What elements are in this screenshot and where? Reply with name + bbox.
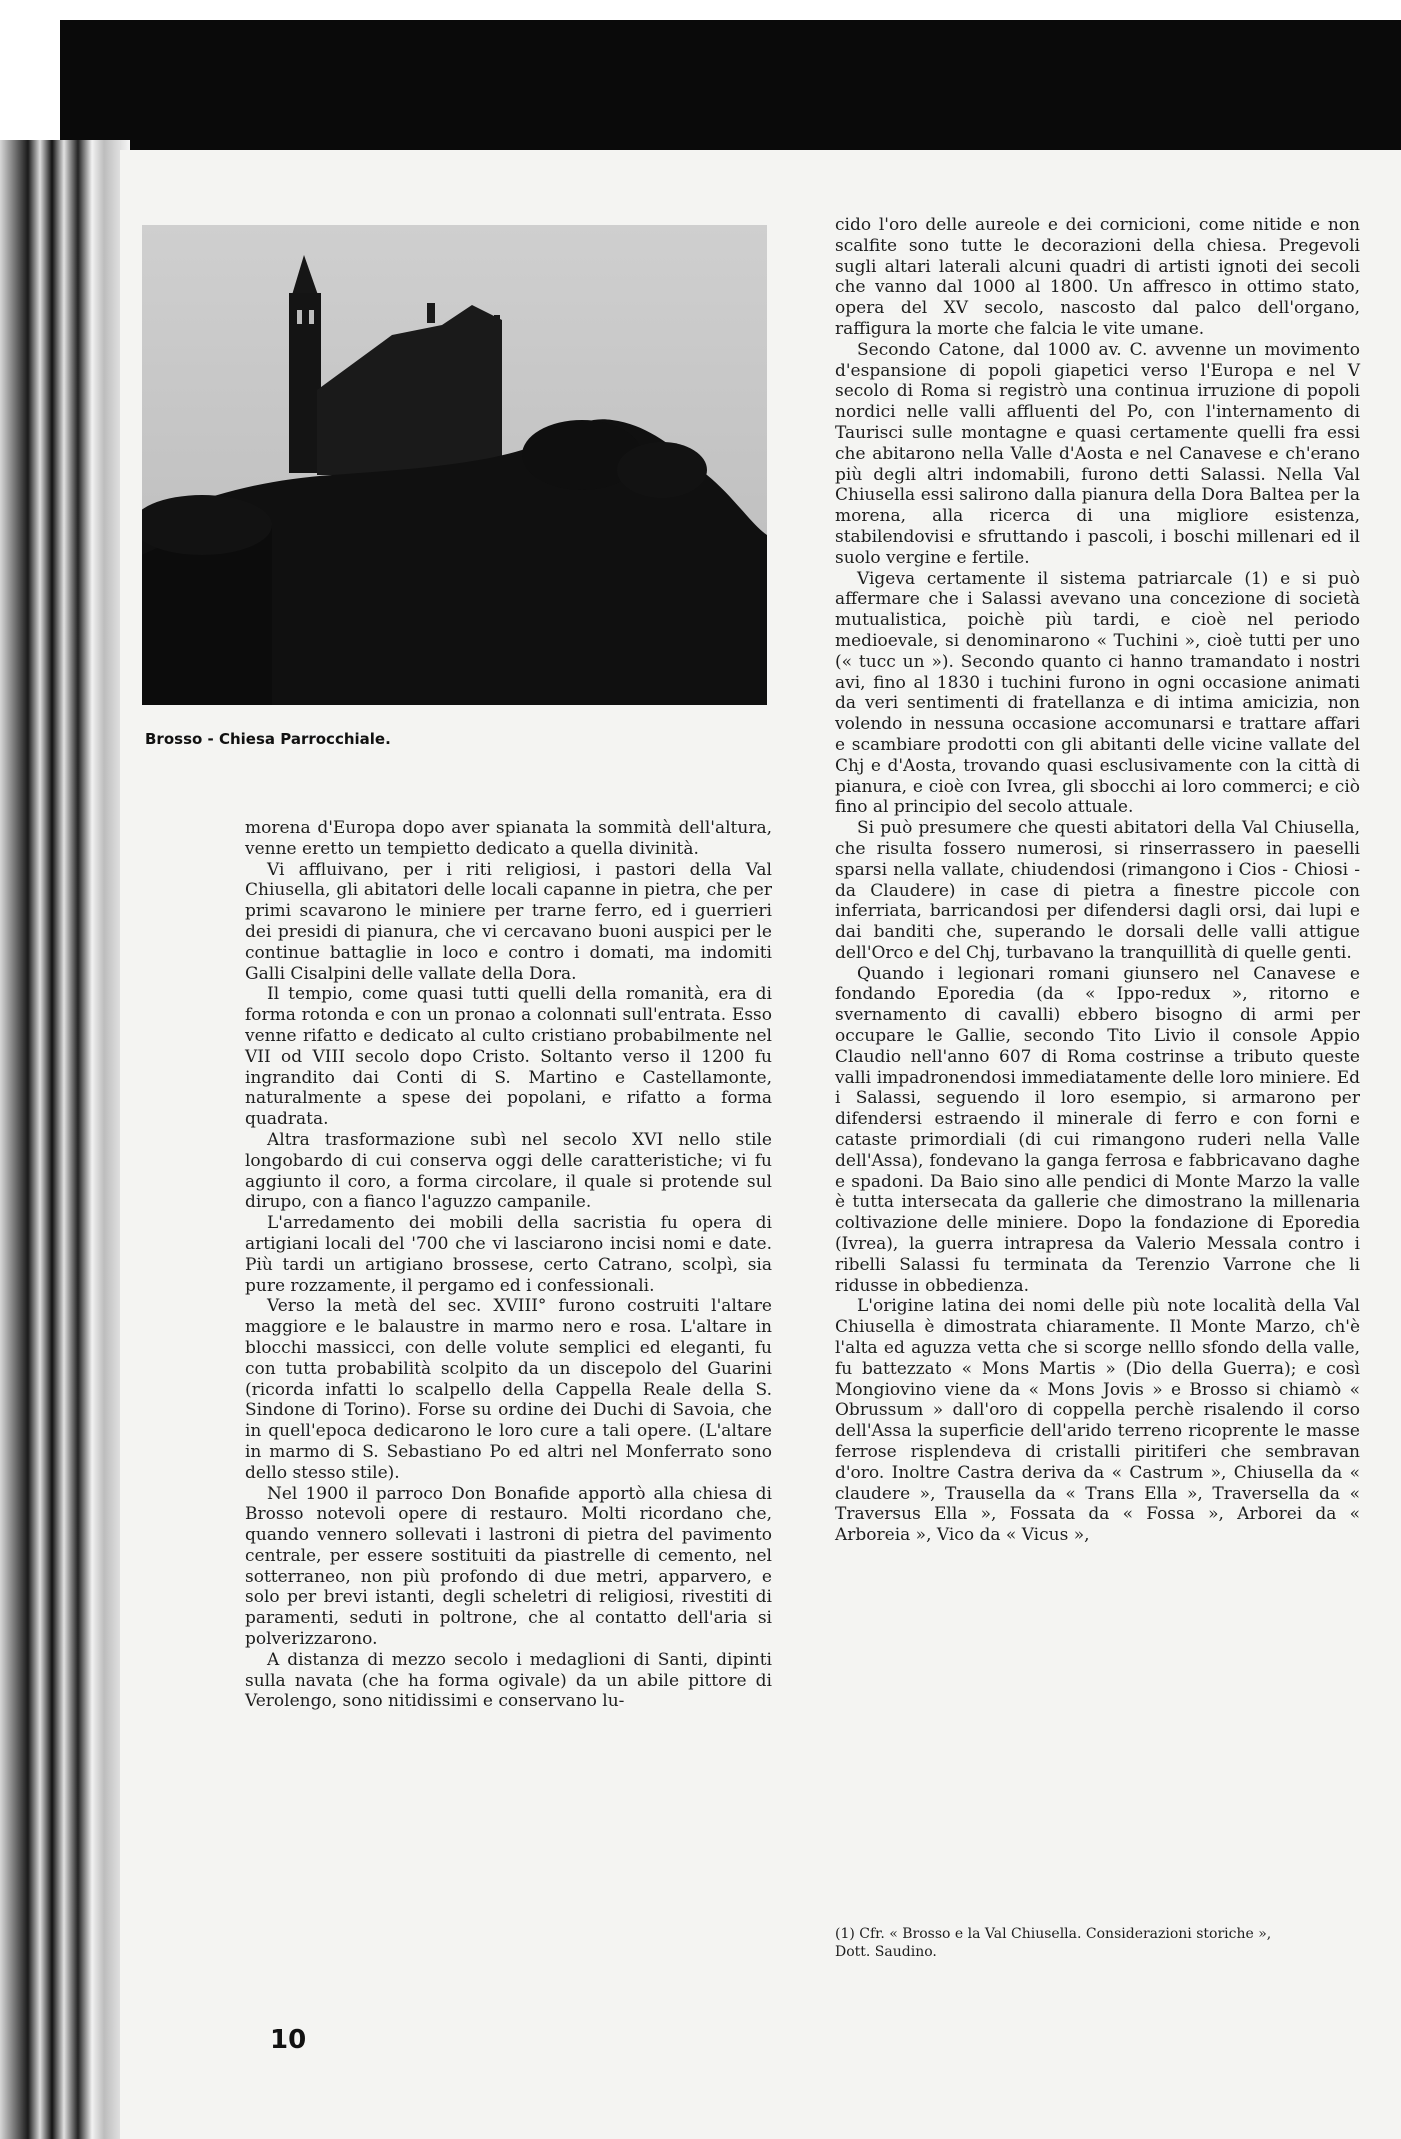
paragraph: cido l'oro delle aureole e dei cornicioni, come nitide e non scalfite sono tutte le decorazioni della chiesa. Pregevoli sugli altari laterali alcuni quadri di artisti ignoti dei secoli che vanno dal 1000 al 1800. Un affresco in ottimo stato, opera del XV secolo, nascosto dal palco dell'organo, raffigura la morte che falcia le vite umane. — [835, 215, 1360, 339]
book-binding-edge — [0, 140, 130, 2139]
paragraph: Vi affluivano, per i riti religiosi, i pastori della Val Chiusella, gli abitatori delle locali capanne in pietra, che per primi scavarono le miniere per trarne ferro, ed i guerrieri dei presidi di pianura, che vi cercavano buoni auspici per le continue battaglie in loco e contro i domati, ma indomiti Galli Cisalpini delle vallate della Dora. — [245, 859, 772, 984]
footnote-line: Dott. Saudino. — [835, 1944, 937, 1960]
paragraph: Secondo Catone, dal 1000 av. C. avvenne un movimento d'espansione di popoli giapetici verso l'Europa e nel V secolo di Roma si registrò una continua irruzione di popoli nordici nelle valli affluenti del Po, con l'internamento di Taurisci sulle montagne e quasi certamente quelli fra essi che abitarono nella Valle d'Aosta e nel Canavese e ch'erano più degli altri indomabili, furono detti Salassi. Nella Val Chiusella essi salirono dalla pianura della Dora Baltea per la morena, alla ricerca di una migliore esistenza, stabilendovisi e sfruttando i pascoli, i boschi millenari ed il suolo vergine e fertile. — [835, 339, 1360, 568]
paragraph: A distanza di mezzo secolo i medaglioni di Santi, dipinti sulla navata (che ha forma ogivale) da un abile pittore di Verolengo, sono nitidissimi e conservano lu- — [245, 1649, 772, 1712]
page-number: 10 — [270, 2025, 307, 2055]
footnote-line: (1) Cfr. « Brosso e la Val Chiusella. Considerazioni storiche », — [835, 1926, 1272, 1942]
paragraph: morena d'Europa dopo aver spianata la sommità dell'altura, venne eretto un tempietto dedicato a quella divinità. — [245, 818, 772, 859]
scan-black-border — [60, 20, 1401, 160]
paragraph: L'origine latina dei nomi delle più note località della Val Chiusella è dimostrata chiaramente. Il Monte Marzo, ch'è l'alta ed aguzza vetta che si scorge nelllo sfondo della valle, fu battezzato « Mons Martis » (Dio della Guerra); e così Mongiovino viene da « Mons Jovis » e Brosso si chiamò « Obrussum » dall'oro di coppella perchè risalendo il corso dell'Assa la superficie dell'arido terreno ricoprente le masse ferrose risplendeva di cristalli piritiferi che sembravan d'oro. Inoltre Castra deriva da « Castrum », Chiusella da « claudere », Trausella da « Trans Ella », Traversella da « Traversus Ella », Fossata da « Fossa », Arborei da « Arboreia », Vico da « Vicus », — [835, 1296, 1360, 1546]
paragraph: Quando i legionari romani giunsero nel Canavese e fondando Eporedia (da « Ippo-redux », ritorno e svernamento di cavalli) ebbero bisogno di armi per occupare le Gallie, secondo Tito Livio il console Appio Claudio nell'anno 607 di Roma costrinse a tributo queste valli impadronendosi immediatamente delle loro miniere. Ed i Salassi, seguendo il loro esempio, si armarono per difendersi estraendo il minerale di ferro e con forni e cataste primordiali (di cui rimangono ruderi nella Valle dell'Assa), fondevano la ganga ferrosa e fabbricavano daghe e spadoni. Da Baio sino alle pendici di Monte Marzo la valle è tutta intersecata da gallerie che dimostrano la millenaria coltivazione delle miniere. Dopo la fondazione di Eporedia (Ivrea), la guerra intrapresa da Valerio Messala contro i ribelli Salassi fu terminata da Terenzio Varrone che li ridusse in obbedienza. — [835, 963, 1360, 1296]
paragraph: Verso la metà del sec. XVIII° furono costruiti l'altare maggiore e le balaustre in marmo nero e rosa. L'altare in blocchi massicci, con delle volute semplici ed eleganti, fu con tutta probabilità scolpito da un discepolo del Guarini (ricorda infatti lo scalpello della Cappella Reale della S. Sindone di Torino). Forse su ordine dei Duchi di Savoia, che in quell'epoca dedicarono le loro cure a tali opere. (L'altare in marmo di S. Sebastiano Po ed altri nel Monferrato sono dello stesso stile). — [245, 1296, 772, 1483]
paragraph: Si può presumere che questi abitatori della Val Chiusella, che risulta fossero numerosi, si rinserrassero in paeselli sparsi nella vallate, chiudendosi (rimangono i Cios - Chiosi - da Claudere) in case di pietra a finestre piccole con inferriata, barricandosi per difendersi dagli orsi, dai lupi e dai banditi che, superando le dorsali delle valli attigue dell'Orco e del Chj, turbavano la tranquillità di quelle genti. — [835, 818, 1360, 963]
paragraph: Nel 1900 il parroco Don Bonafide apportò alla chiesa di Brosso notevoli opere di restauro. Molti ricordano che, quando vennero sollevati i lastroni di pietra del pavimento centrale, per essere sostituiti da piastrelle di cemento, nel sotterraneo, non più profondo di due metri, apparvero, e solo per brevi istanti, degli scheletri di religiosi, rivestiti di paramenti, seduti in poltrone, che al contatto dell'aria si polverizzarono. — [245, 1483, 772, 1650]
left-text-column — [245, 818, 772, 1712]
paragraph: Vigeva certamente il sistema patriarcale (1) e si può affermare che i Salassi avevano una concezione di società mutualistica, poichè più tardi, e cioè nel periodo medioevale, si denominarono « Tuchini », cioè tutti per uno (« tucc un »). Secondo quanto ci hanno tramandato i nostri avi, fino al 1830 i tuchini furono in ogni occasione animati da veri sentimenti di fratellanza e di intima amicizia, non volendo in nessuna occasione accomunarsi e trattare affari e scambiare prodotti con gli abitanti delle vicine vallate del Chj e d'Aosta, trovando quasi esclusivamente con la città di pianura, e cioè con Ivrea, gli sbocchi ai loro commerci; e ciò fino al principio del secolo attuale. — [835, 568, 1360, 818]
paragraph: L'arredamento dei mobili della sacristia fu opera di artigiani locali del '700 che vi lasciarono incisi nomi e date. Più tardi un artigiano brossese, certo Catrano, scolpì, sia pure rozzamente, il pergamo ed i confessionali. — [245, 1213, 772, 1296]
right-text-column — [835, 215, 1360, 1546]
church-silhouette — [142, 225, 767, 705]
paragraph: Altra trasformazione subì nel secolo XVI nello stile longobardo di cui conserva oggi delle caratteristiche; vi fu aggiunto il coro, a forma circolare, il quale si protende sul dirupo, con a fianco l'aguzzo campanile. — [245, 1129, 772, 1213]
photo-caption: Brosso - Chiesa Parrocchiale. — [145, 730, 391, 748]
paragraph: Il tempio, come quasi tutti quelli della romanità, era di forma rotonda e con un pronao a colonnati sull'entrata. Esso venne rifatto e dedicato al culto cristiano probabilmente nel VII od VIII secolo dopo Cristo. Soltanto verso il 1200 fu ingrandito dai Conti di S. Martino e Castellamonte, naturalmente a spese dei popolani, e rifatto a forma quadrata. — [245, 984, 772, 1130]
footnote — [835, 1925, 1360, 1961]
church-photograph — [142, 225, 767, 705]
